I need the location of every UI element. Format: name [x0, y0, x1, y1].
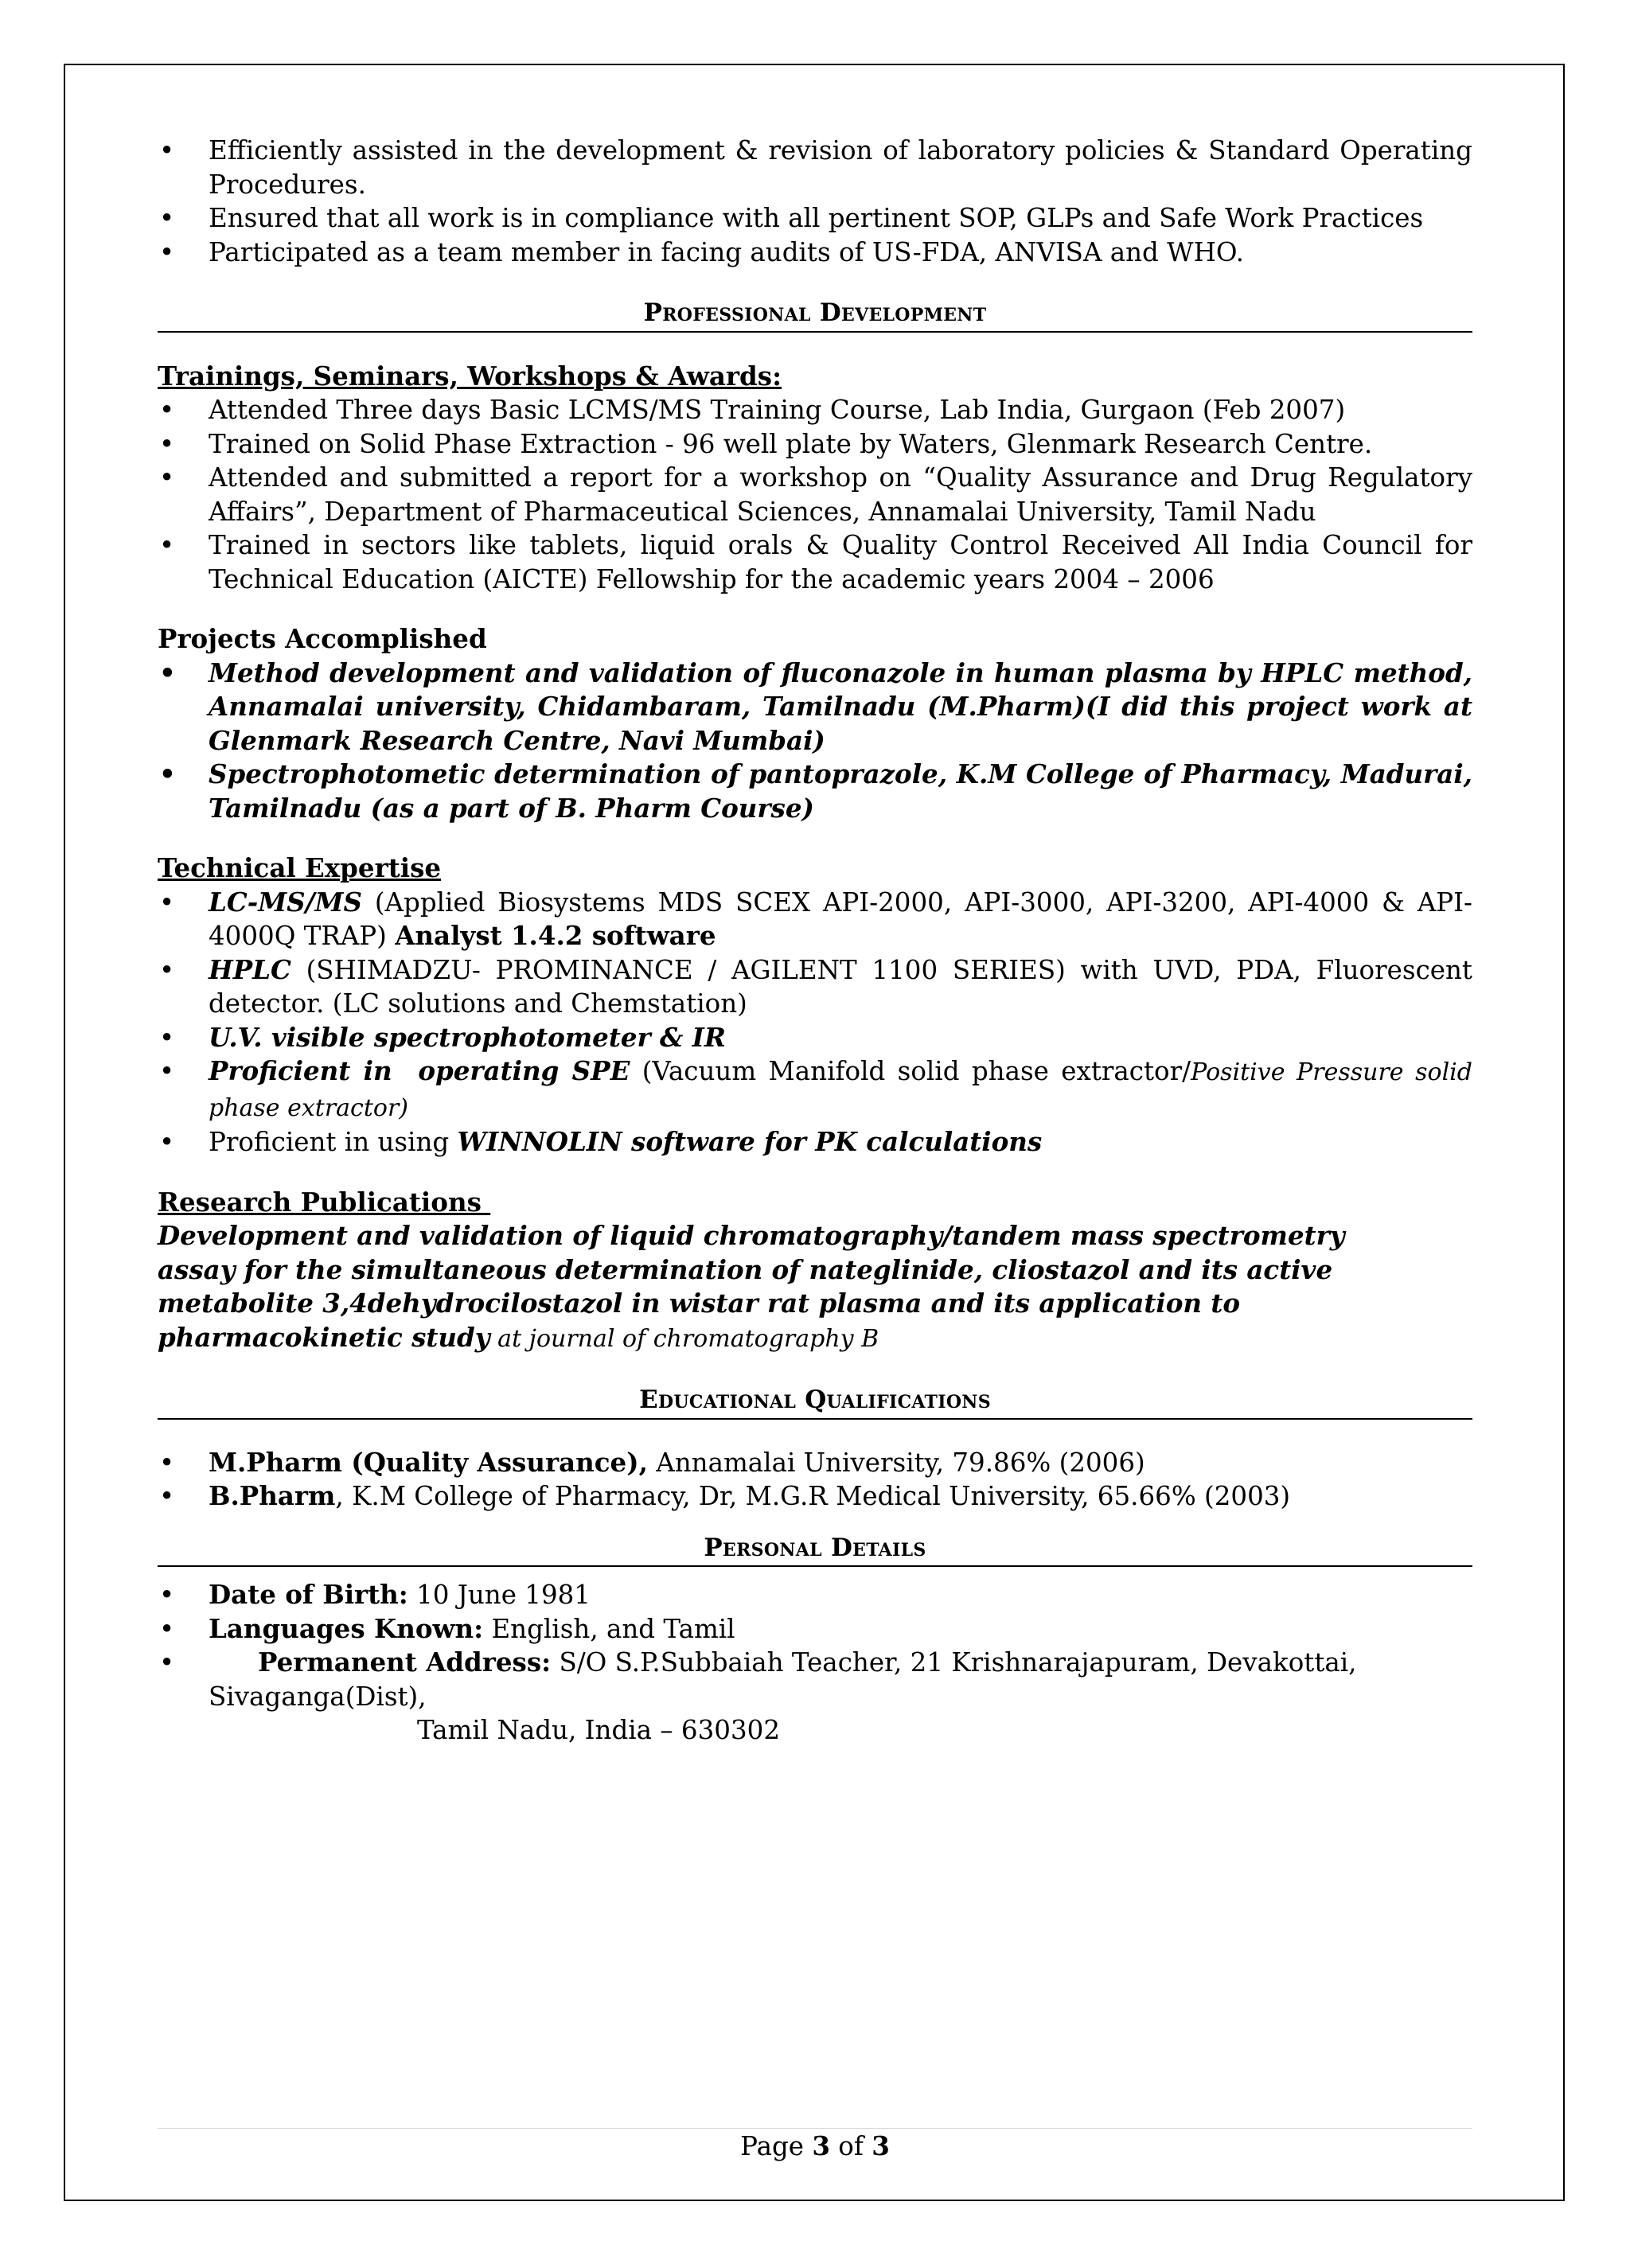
- list-item: • Permanent Address: S/O S.P.Subbaiah Teacher, 21 Krishnarajapuram, Devakottai, Sivaganga(Dist), Tamil Nadu, India – 630302: [158, 1646, 1472, 1748]
- responsibilities-list: [158, 134, 1472, 269]
- page-total: 3: [872, 2130, 890, 2161]
- list-item: • Efficiently assisted in the development & revision of laboratory policies & Standard Operating Procedures.: [158, 134, 1472, 201]
- list-item: • Spectrophotometic determination of pantoprazole, K.M College of Pharmacy, Madurai, Tamilnadu (as a part of B. Pharm Course): [158, 758, 1472, 825]
- list-item: • Proficient in using WINNOLIN software for PK calculations: [158, 1125, 1472, 1159]
- technical-expertise-list: [158, 886, 1472, 1159]
- trainings-list: [158, 393, 1472, 596]
- list-item: • Attended Three days Basic LCMS/MS Training Course, Lab India, Gurgaon (Feb 2007): [158, 393, 1472, 427]
- list-item: • Proficient in operating SPE (Vacuum Manifold solid phase extractor/Positive Pressure solid phase extractor): [158, 1054, 1472, 1125]
- list-item: • Trained in sectors like tablets, liquid orals & Quality Control Received All India Council for Technical Education (AICTE) Fellowship for the academic years 2004 – 2006: [158, 528, 1472, 596]
- list-item: • M.Pharm (Quality Assurance), Annamalai University, 79.86% (2006): [158, 1446, 1472, 1480]
- list-item: • Languages Known: English, and Tamil: [158, 1612, 1472, 1646]
- section-heading-personal-details: Personal Details: [158, 1531, 1472, 1568]
- footer-divider: [158, 2128, 1472, 2129]
- education-list: [158, 1446, 1472, 1514]
- list-item: • U.V. visible spectrophotometer & IR: [158, 1021, 1472, 1055]
- list-item: • Method development and validation of fluconazole in human plasma by HPLC method, Annamalai university, Chidambaram, Tamilnadu (M.Pharm)(I did this project work at Glenmark Research Centre, Navi Mumbai): [158, 657, 1472, 758]
- personal-details-list: [158, 1578, 1472, 1748]
- technical-expertise-heading: Technical Expertise: [158, 852, 442, 883]
- list-item: • HPLC (SHIMADZU- PROMINANCE / AGILENT 1100 SERIES) with UVD, PDA, Fluorescent detector. (LC solutions and Chemstation): [158, 953, 1472, 1021]
- list-item: • Attended and submitted a report for a workshop on “Quality Assurance and Drug Regulatory Affairs”, Department of Pharmaceutical Sciences, Annamalai University, Tamil Nadu: [158, 461, 1472, 528]
- list-item: • Date of Birth: 10 June 1981: [158, 1578, 1472, 1612]
- list-item: • Trained on Solid Phase Extraction - 96 well plate by Waters, Glenmark Research Centre.: [158, 427, 1472, 462]
- page-footer: Page 3 of 3: [740, 2130, 890, 2161]
- list-item: • B.Pharm, K.M College of Pharmacy, Dr, M.G.R Medical University, 65.66% (2003): [158, 1479, 1472, 1514]
- section-heading-educational-qualifications: Educational Qualifications: [158, 1383, 1472, 1420]
- publication-entry: Development and validation of liquid chromatography/tandem mass spectrometry assay for the simultaneous determination of nateglinide, cliostazol and its active metabolite 3,4dehydrocilostazol in wistar rat plasma and its application to pharmacokinetic study at journal of chromatography B: [158, 1220, 1345, 1353]
- list-item: • Participated as a team member in facing audits of US-FDA, ANVISA and WHO.: [158, 236, 1472, 270]
- projects-heading: Projects Accomplished: [158, 623, 487, 654]
- resume-page: [158, 134, 1472, 1748]
- projects-list: [158, 657, 1472, 826]
- list-item: • LC-MS/MS (Applied Biosystems MDS SCEX API-2000, API-3000, API-3200, API-4000 & API-4000Q TRAP) Analyst 1.4.2 software: [158, 886, 1472, 953]
- research-publications-heading: Research Publications: [158, 1186, 491, 1218]
- trainings-heading: Trainings, Seminars, Workshops & Awards:: [158, 360, 782, 392]
- page-number: 3: [812, 2130, 830, 2161]
- list-item: • Ensured that all work is in compliance with all pertinent SOP, GLPs and Safe Work Practices: [158, 201, 1472, 236]
- section-heading-professional-development: Professional Development: [158, 296, 1472, 333]
